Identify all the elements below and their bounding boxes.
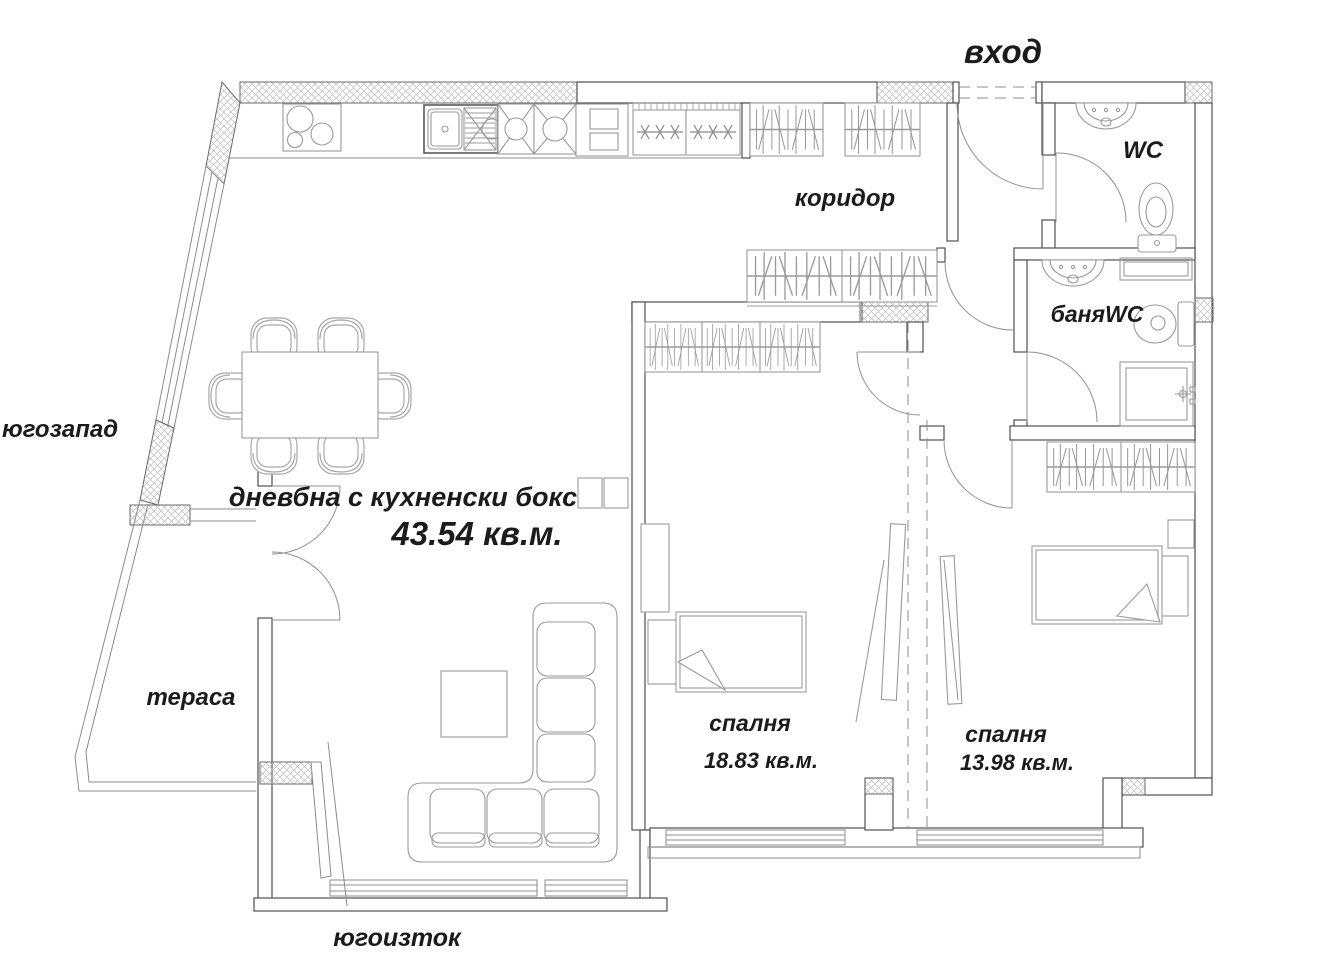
dining-table xyxy=(242,352,378,438)
bedroom-2 xyxy=(1032,442,1195,624)
terrace xyxy=(75,500,256,791)
wc-sink-icon xyxy=(1076,103,1136,129)
bedroom2-label: спалня xyxy=(965,721,1047,747)
kitchen-sink-icon xyxy=(424,105,502,153)
bath-counter xyxy=(1120,258,1192,280)
entrance-door xyxy=(957,103,1043,189)
wc-door xyxy=(1056,153,1126,222)
southeast-label: югоизток xyxy=(333,924,461,952)
bathroom-door xyxy=(1027,352,1097,422)
night-corridor-door xyxy=(945,262,1013,330)
coffee-table xyxy=(441,671,507,737)
wc-label: WC xyxy=(1123,137,1163,164)
bedroom2-bed xyxy=(1032,520,1194,624)
shower-icon xyxy=(1120,362,1195,426)
bedroom2-door xyxy=(944,440,1012,508)
bathroom xyxy=(1042,258,1195,426)
kitchen-appliance-icon xyxy=(576,104,628,156)
bathroom-label: баняWC xyxy=(1050,301,1144,327)
wc-toilet-icon xyxy=(1138,183,1176,252)
living-room-label: дневбна с кухненски бокс xyxy=(228,482,578,512)
bath-sink-icon xyxy=(1042,260,1104,286)
bedroom1-label: спалня xyxy=(709,710,791,736)
bedroom2-area: 13.98 кв.м. xyxy=(959,750,1075,775)
living-room-area: 43.54 кв.м. xyxy=(391,515,563,552)
bedroom1-area: 18.83 кв.м. xyxy=(703,748,819,773)
bedroom1-window xyxy=(666,830,845,845)
vent-cabinets xyxy=(633,103,740,155)
kitchen-cabinet-x-icon xyxy=(498,104,576,154)
balcony-ledge xyxy=(648,847,1140,858)
kitchen xyxy=(229,103,742,158)
corridor-label: коридор xyxy=(794,185,896,212)
cooktop-icon xyxy=(283,104,341,151)
southwest-label: югозапад xyxy=(1,416,119,443)
bedroom1-door xyxy=(857,352,920,415)
dining-set xyxy=(209,318,411,474)
bedroom1-bed xyxy=(648,612,806,692)
entrance-label: вход xyxy=(963,33,1043,70)
bedroom2-window xyxy=(917,830,1103,845)
wc-room xyxy=(1076,103,1176,252)
entrance-opening xyxy=(959,87,1036,98)
partition-dashed xyxy=(856,322,962,828)
bedroom1-column xyxy=(641,524,669,612)
corner-sofa xyxy=(408,603,617,862)
tv-stand xyxy=(578,478,628,508)
terrace-label: тераса xyxy=(146,684,236,711)
